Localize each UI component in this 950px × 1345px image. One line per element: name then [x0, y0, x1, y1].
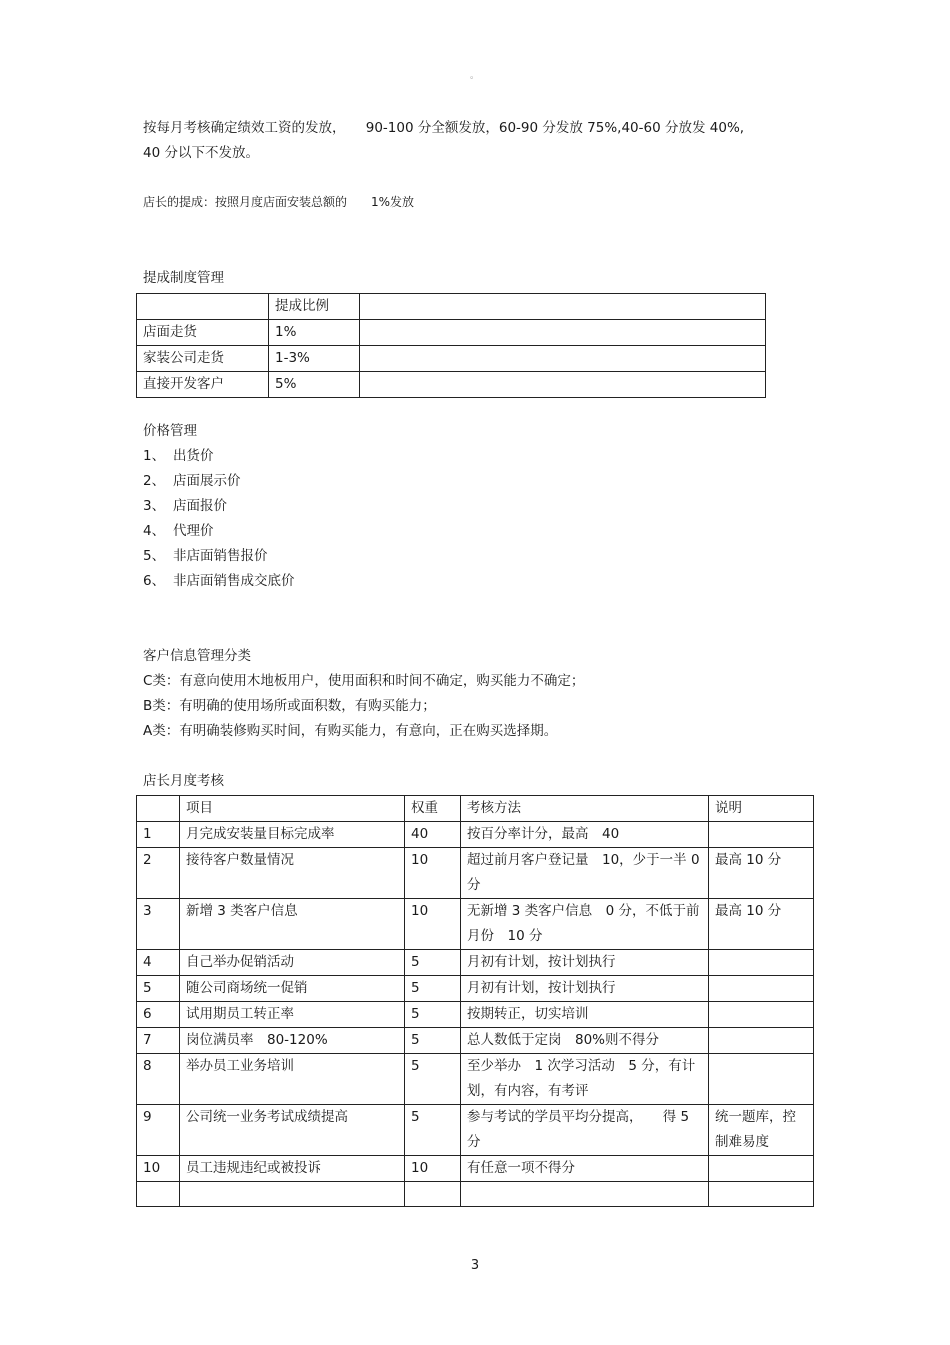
table-cell: 2 [137, 848, 180, 899]
table-cell: 岗位满员率 80-120% [180, 1028, 405, 1054]
table-cell: 6 [137, 1002, 180, 1028]
table-cell [360, 372, 766, 398]
customer-class-b: B类：有明确的使用场所或面积数，有购买能力； [143, 698, 436, 714]
table-row [137, 1054, 814, 1105]
table-cell [360, 346, 766, 372]
table-cell [709, 1156, 814, 1182]
table-cell: 10 [405, 1156, 461, 1182]
table-cell: 月初有计划，按计划执行 [461, 976, 709, 1002]
customer-class-c: C类：有意向使用木地板用户，使用面积和时间不确定，购买能力不确定； [143, 673, 585, 689]
table-cell: 最高 10 分 [709, 899, 814, 950]
table-cell: 5 [137, 976, 180, 1002]
table-cell: 5 [405, 1054, 461, 1105]
table-cell: 月完成安装量目标完成率 [180, 822, 405, 848]
table-cell: 接待客户数量情况 [180, 848, 405, 899]
table-cell: 试用期员工转正率 [180, 1002, 405, 1028]
list-item: 2、 店面展示价 [143, 473, 241, 489]
table-cell: 至少举办 1 次学习活动 5 分，有计划，有内容，有考评 [461, 1054, 709, 1105]
price-title: 价格管理 [143, 423, 197, 439]
table-cell: 有任意一项不得分 [461, 1156, 709, 1182]
table-cell: 考核方法 [461, 796, 709, 822]
table-cell [461, 1182, 709, 1207]
table-row [137, 848, 814, 899]
table-cell: 按百分率计分，最高 40 [461, 822, 709, 848]
table-cell: 3 [137, 899, 180, 950]
table-cell: 5 [405, 976, 461, 1002]
table-cell [709, 976, 814, 1002]
table-cell: 随公司商场统一促销 [180, 976, 405, 1002]
table-cell: 1% [269, 320, 360, 346]
list-item: 6、 非店面销售成交底价 [143, 573, 295, 589]
table-cell: 新增 3 类客户信息 [180, 899, 405, 950]
assessment-table [136, 795, 814, 1207]
table-row [137, 976, 814, 1002]
table-cell [137, 1182, 180, 1207]
list-item: 3、 店面报价 [143, 498, 227, 514]
table-cell: 权重 [405, 796, 461, 822]
table-cell: 5% [269, 372, 360, 398]
table-cell: 提成比例 [269, 294, 360, 320]
table-cell [709, 1182, 814, 1207]
intro-line-1: 按每月考核确定绩效工资的发放， 90-100 分全额发放，60-90 分发放 75%,40-60 分放发 40%, [143, 120, 745, 136]
table-row [137, 372, 766, 398]
table-cell: 超过前月客户登记量 10，少于一半 0 分 [461, 848, 709, 899]
customer-class-a: A类：有明确装修购买时间，有购买能力，有意向，正在购买选择期。 [143, 723, 558, 739]
commission-table [136, 293, 766, 398]
table-row [137, 950, 814, 976]
table-cell: 总人数低于定岗 80%则不得分 [461, 1028, 709, 1054]
table-cell: 40 [405, 822, 461, 848]
list-item: 5、 非店面销售报价 [143, 548, 268, 564]
table-row [137, 320, 766, 346]
table-header-row [137, 796, 814, 822]
table-cell: 5 [405, 1105, 461, 1156]
table-cell: 统一题库，控制难易度 [709, 1105, 814, 1156]
table-cell: 直接开发客户 [137, 372, 269, 398]
table-cell: 10 [137, 1156, 180, 1182]
table-cell [709, 1002, 814, 1028]
table-cell: 说明 [709, 796, 814, 822]
table-row [137, 346, 766, 372]
table-cell: 项目 [180, 796, 405, 822]
table-cell: 员工违规违纪或被投诉 [180, 1156, 405, 1182]
table-row [137, 1028, 814, 1054]
table-cell [709, 822, 814, 848]
table-cell: 1-3% [269, 346, 360, 372]
table-cell: 家装公司走货 [137, 346, 269, 372]
table-cell: 参与考试的学员平均分提高， 得 5 分 [461, 1105, 709, 1156]
intro-line-2: 40 分以下不发放。 [143, 145, 259, 161]
commission-title: 提成制度管理 [143, 270, 224, 286]
table-row [137, 1156, 814, 1182]
table-cell: 10 [405, 848, 461, 899]
price-list [143, 444, 295, 594]
table-cell: 5 [405, 1028, 461, 1054]
table-cell [180, 1182, 405, 1207]
table-row [137, 899, 814, 950]
table-cell: 4 [137, 950, 180, 976]
table-cell [709, 950, 814, 976]
table-row [137, 1182, 814, 1207]
table-cell [709, 1054, 814, 1105]
table-cell: 10 [405, 899, 461, 950]
table-cell [709, 1028, 814, 1054]
table-cell: 9 [137, 1105, 180, 1156]
table-cell: 1 [137, 822, 180, 848]
customer-title: 客户信息管理分类 [143, 648, 251, 664]
table-cell [137, 796, 180, 822]
table-cell [360, 294, 766, 320]
table-cell: 8 [137, 1054, 180, 1105]
table-cell: 7 [137, 1028, 180, 1054]
assessment-title: 店长月度考核 [143, 773, 224, 789]
table-row [137, 822, 814, 848]
table-cell: 公司统一业务考试成绩提高 [180, 1105, 405, 1156]
table-cell: 按期转正，切实培训 [461, 1002, 709, 1028]
manager-commission: 店长的提成：按照月度店面安装总额的 1%发放 [143, 195, 415, 209]
table-row [137, 1002, 814, 1028]
table-cell [360, 320, 766, 346]
table-cell: 举办员工业务培训 [180, 1054, 405, 1105]
table-cell [137, 294, 269, 320]
table-cell [405, 1182, 461, 1207]
list-item: 1、 出货价 [143, 448, 214, 464]
table-cell: 5 [405, 1002, 461, 1028]
table-cell: 无新增 3 类客户信息 0 分，不低于前月份 10 分 [461, 899, 709, 950]
table-cell: 月初有计划，按计划执行 [461, 950, 709, 976]
table-cell: 5 [405, 950, 461, 976]
table-row [137, 1105, 814, 1156]
table-cell: 自己举办促销活动 [180, 950, 405, 976]
list-item: 4、 代理价 [143, 523, 214, 539]
header-mark: 。 [470, 71, 480, 81]
page-number: 3 [470, 1258, 480, 1273]
table-cell: 店面走货 [137, 320, 269, 346]
table-header-row [137, 294, 766, 320]
table-cell: 最高 10 分 [709, 848, 814, 899]
